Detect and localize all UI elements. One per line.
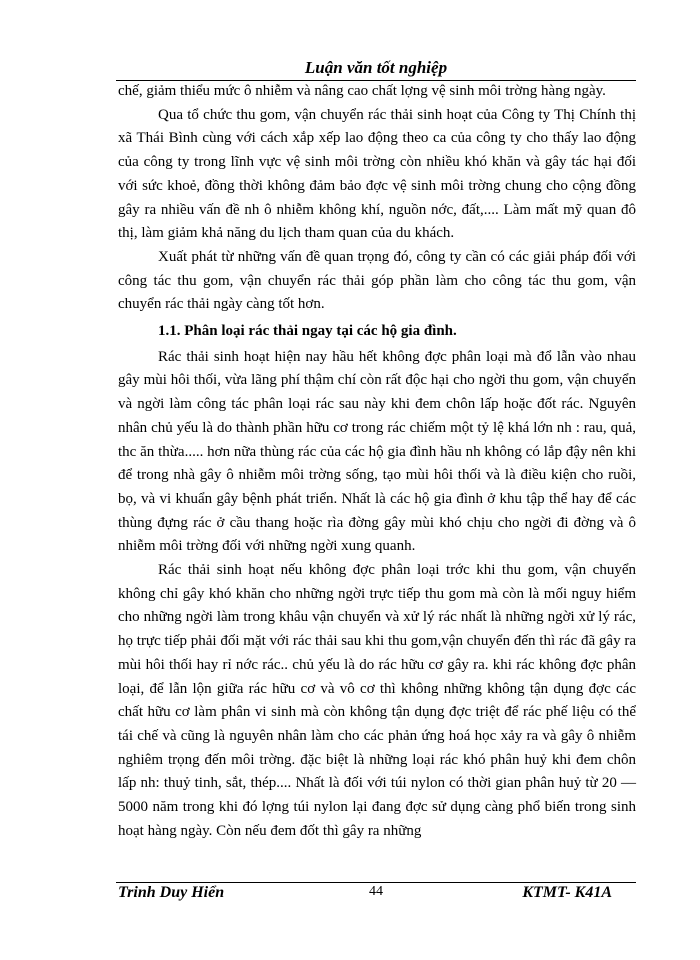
section-heading: 1.1. Phân loại rác thải ngay tại các hộ gia đình. bbox=[158, 323, 457, 340]
page-header bbox=[116, 58, 636, 81]
paragraph: Rác thải sinh hoạt nếu không đợc phân loại trớc khi thu gom, vận chuyển không chỉ gây khó khăn cho những ngời trực tiếp thu gom mà còn là mối nguy hiểm cho những ngời làm trong khâu vận chuyển và xử lý rác nhất là những ngời xử lý rác, họ trực tiếp phải đối mặt với rác thải sau khi thu gom,vận chuyển đến thì rác đã gây ra mùi hôi thối hay rỉ nớc rác.. chủ yếu là do rác hữu cơ gây ra. khi rác không đợc phân loại, để lẫn lộn giữa rác hữu cơ và vô cơ thì không những không tận dụng đợc các chất hữu cơ làm phân vi sinh mà còn không tận dụng đợc triệt để rác phế liệu có thể tái chế và cũng là nguyên nhân làm cho các phản ứng hoá học xảy ra và gây ô nhiễm nghiêm trọng đến môi trờng. đặc biệt là những loại rác khó phân huỷ khi đem chôn lấp nh: thuỷ tinh, sắt, thép.... Nhất là đối với túi nylon có thời gian phân huỷ từ 20 — 5000 năm trong khi đó lợng túi nylon lại đang đợc sử dụng càng phổ biến trong sinh hoạt hàng ngày. Còn nếu đem đốt thì gây ra những bbox=[118, 562, 636, 839]
page-number: 44 bbox=[369, 884, 383, 899]
paragraph: Rác thải sinh hoạt hiện nay hầu hết không đợc phân loại mà đổ lẫn vào nhau gây mùi hôi thối, vừa lãng phí thậm chí còn rất độc hại cho ngời thu gom, vận chuyển và ngời làm công tác phân loại rác sau này khi đem chôn lấp hoặc đốt rác. Nguyên nhân chủ yếu là do thành phần hữu cơ trong rác chiếm một tỷ lệ khá lớn nh : rau, quả, thc ăn thừa..... hơn nữa thùng rác của các hộ gia đình hầu nh không có lắp đậy nên khi để trong nhà gây ô nhiễm môi trờng sống, tạo mùi hôi thối và là điều kiện cho ruồi, bọ, và vi khuẩn gây bệnh phát triển. Nhất là các hộ gia đình ở khu tập thể hay để các thùng đựng rác ở cầu thang hoặc rìa đờng gây mùi khó chịu cho ngời đi đờng và ô nhiễm môi trờng đối với những ngời xung quanh. bbox=[118, 348, 636, 555]
paragraph: chế, giảm thiểu mức ô nhiễm và nâng cao chất lợng vệ sinh môi trờng hàng ngày. bbox=[118, 83, 606, 99]
paragraph: Xuất phát từ những vấn đề quan trọng đó, công ty cần có các giải pháp đối với công tác thu gom, vận chuyển rác thải góp phần làm cho công tác thu gom, vận chuyển rác thải ngày càng tốt hơn. bbox=[118, 248, 636, 313]
footer-class: KTMT- K41A bbox=[522, 884, 612, 901]
header-title: Luận văn tốt nghiệp bbox=[304, 58, 448, 77]
document-body bbox=[118, 80, 636, 844]
page-footer bbox=[116, 882, 636, 907]
paragraph: Qua tổ chức thu gom, vận chuyển rác thải sinh hoạt của Công ty Thị Chính thị xã Thái Bình cùng với cách xắp xếp lao động theo ca của công ty cho thấy lao động của công ty trong lĩnh vực vệ sinh môi trờng còn nhiều khó khăn và gây tác hại đối với sức khoẻ, đồng thời không đảm bảo đợc vệ sinh môi trờng chung cho cộng đồng gây ra nhiều vấn đề nh ô nhiễm không khí, nguồn nớc, đất,.... Làm mất mỹ quan đô thị, làm giảm khả năng du lịch tham quan của du khách. bbox=[118, 106, 636, 242]
footer-author: Trinh Duy Hiển bbox=[118, 884, 225, 901]
